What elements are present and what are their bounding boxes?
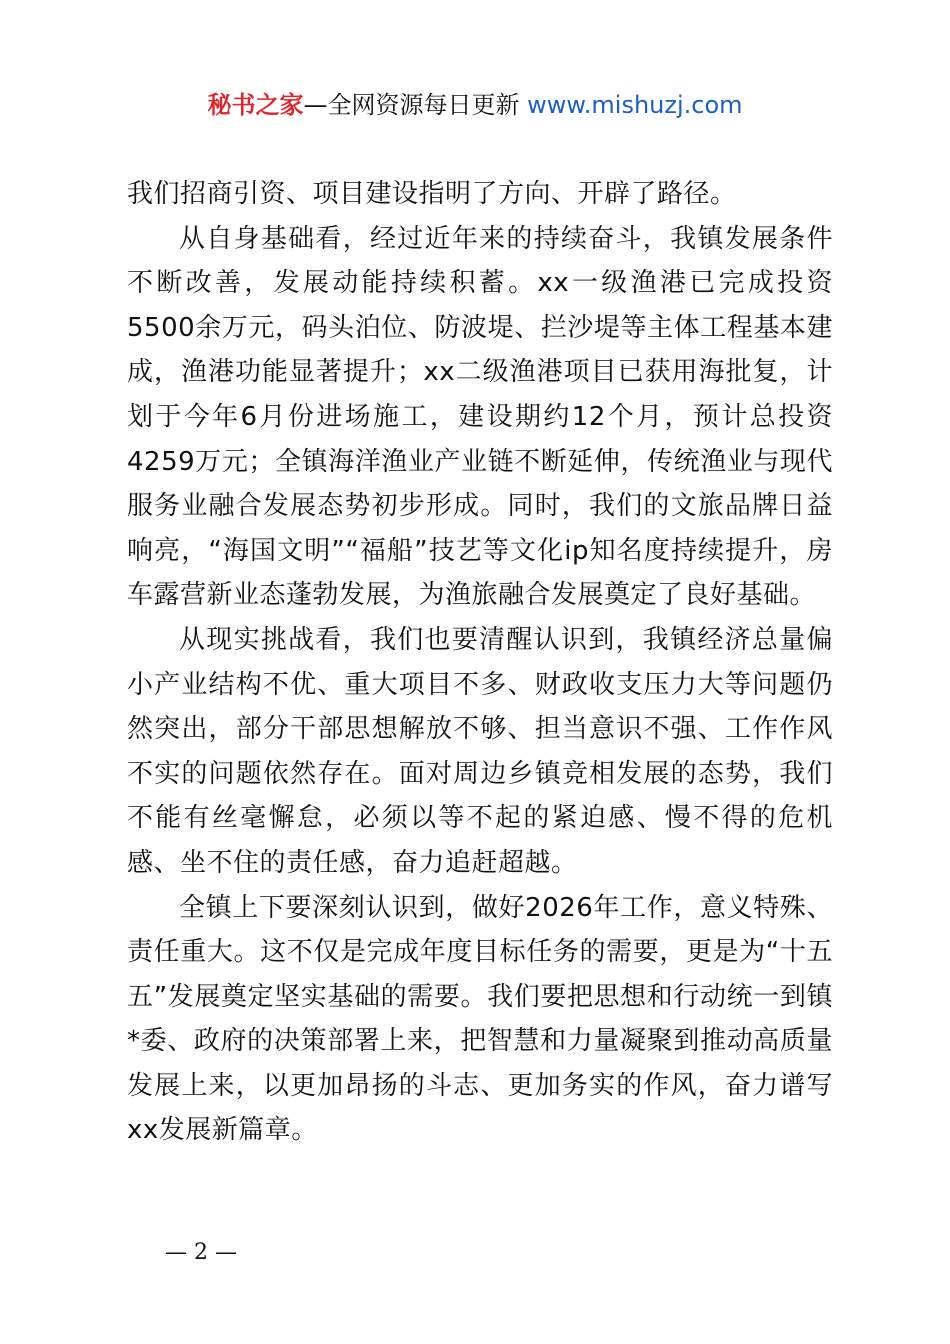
brand-name: 秘书之家 xyxy=(207,91,304,119)
site-url-link[interactable]: www.mishuzj.com xyxy=(527,91,743,119)
paragraph-own-foundation: 从自身基础看，经过近年来的持续奋斗，我镇发展条件不断改善，发展动能持续积蓄。xx一级渔港已完成投资5500余万元，码头泊位、防波堤、拦沙堤等主体工程基本建成，渔港功能显著提升；xx二级渔港项目已获用海批复，计划于今年6月份进场施工，建设期约12个月，预计总投资4259万元；全镇海洋渔业产业链不断延伸，传统渔业与现代服务业融合发展态势初步形成。同时，我们的文旅品牌日益响亮，“海国文明”“福船”技艺等文化ip知名度持续提升，房车露营新业态蓬勃发展，为渔旅融合发展奠定了良好基础。 xyxy=(127,223,833,611)
header-tagline: —全网资源每日更新 xyxy=(303,91,528,119)
site-header xyxy=(0,88,950,122)
paragraph-continuation: 我们招商引资、项目建设指明了方向、开辟了路径。 xyxy=(127,179,737,209)
page-number: — 2 — xyxy=(165,1240,237,1265)
paragraph-real-challenges: 从现实挑战看，我们也要清醒认识到，我镇经济总量偏小产业结构不优、重大项目不多、财政收支压力大等问题仍然突出，部分干部思想解放不够、担当意识不强、工作作风不实的问题依然存在。面对周边乡镇竞相发展的态势，我们不能有丝毫懈怠，必须以等不起的紧迫感、慢不得的危机感、坐不住的责任感，奋力追赶超越。 xyxy=(127,624,833,878)
document-body xyxy=(127,172,833,1153)
paragraph-2026-work: 全镇上下要深刻认识到，做好2026年工作，意义特殊、责任重大。这不仅是完成年度目标任务的需要，更是为“十五五”发展奠定坚实基础的需要。我们要把思想和行动统一到镇*委、政府的决策部署上来，把智慧和力量凝聚到推动高质量发展上来，以更加昂扬的斗志、更加务实的作风，奋力谱写xx发展新篇章。 xyxy=(127,892,833,1146)
